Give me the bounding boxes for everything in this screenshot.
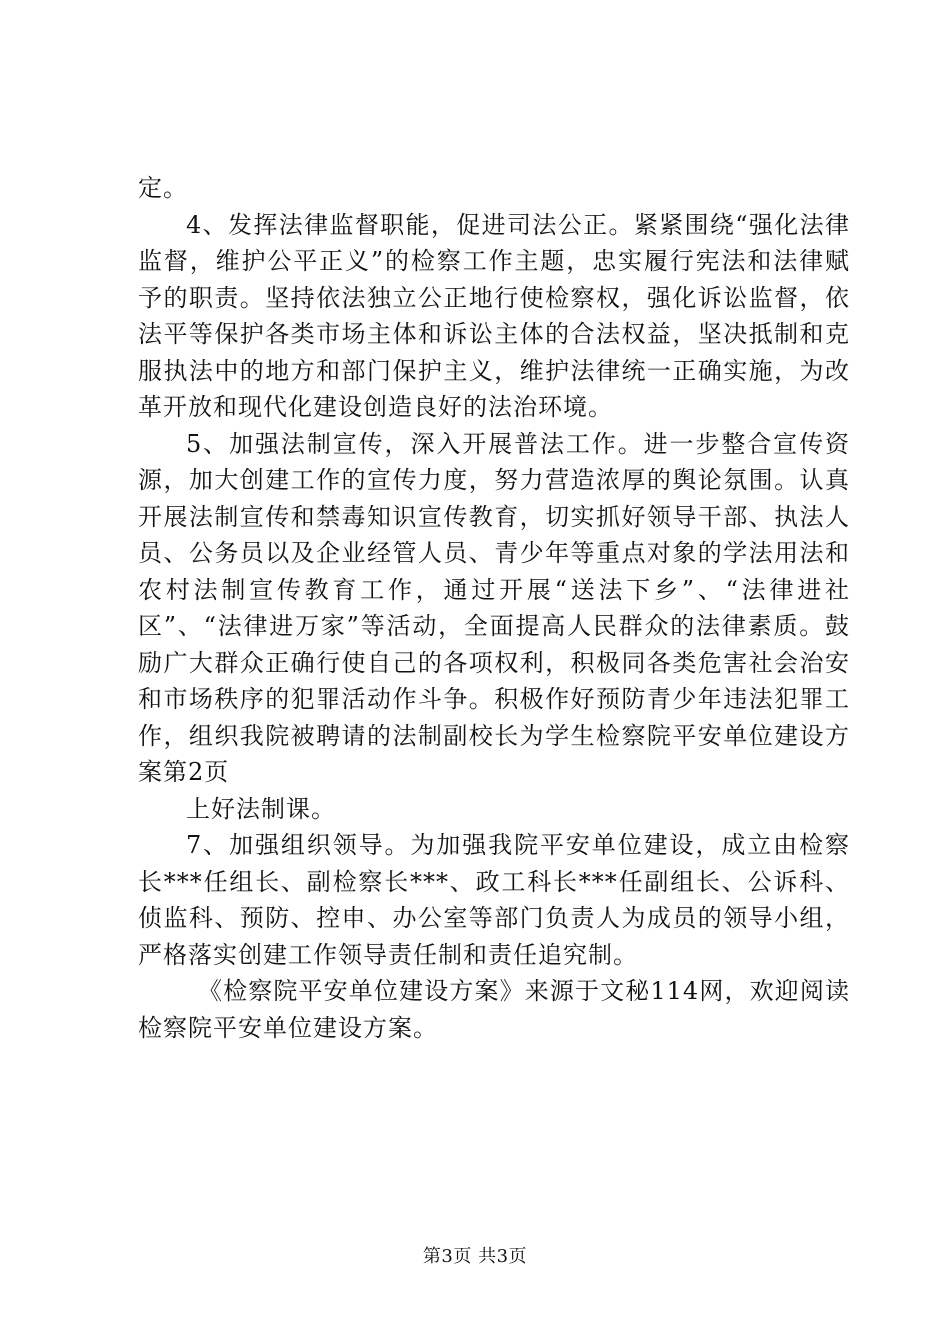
paragraph-item-5: 5、加强法制宣传，深入开展普法工作。进一步整合宣传资源，加大创建工作的宣传力度，努力营造浓厚的舆论氛围。认真开展法制宣传和禁毒知识宣传教育，切实抓好领导干部、执法人员、公务员以及企业经管人员、青少年等重点对象的学法用法和农村法制宣传教育工作，通过开展“送法下乡”、“法律进社区”、“法律进万家”等活动，全面提高人民群众的法律素质。鼓励广大群众正确行使自己的各项权利，积极同各类危害社会治安和市场秩序的犯罪活动作斗争。积极作好预防青少年违法犯罪工作，组织我院被聘请的法制副校长为学生检察院平安单位建设方案第2页 bbox=[138, 429, 850, 786]
document-body bbox=[138, 170, 850, 1046]
page-footer bbox=[0, 1242, 950, 1268]
paragraph-item-7: 7、加强组织领导。为加强我院平安单位建设，成立由检察长***任组长、副检察长***、政工科长***任副组长、公诉科、侦监科、预防、控申、办公室等部门负责人为成员的领导小组，严格落实创建工作领导责任制和责任追究制。 bbox=[138, 831, 850, 969]
page-number-label: 第3页 共3页 bbox=[422, 1246, 528, 1267]
paragraph-item-4: 4、发挥法律监督职能，促进司法公正。紧紧围绕“强化法律监督，维护公平正义”的检察工作主题，忠实履行宪法和法律赋予的职责。坚持依法独立公正地行使检察权，强化诉讼监督，依法平等保护各类市场主体和诉讼主体的合法权益，坚决抵制和克服执法中的地方和部门保护主义，维护法律统一正确实施，为改革开放和现代化建设创造良好的法治环境。 bbox=[138, 210, 850, 421]
paragraph-continued-ending: 定。 bbox=[138, 174, 188, 202]
paragraph-item-5-continued: 上好法制课。 bbox=[186, 794, 336, 823]
paragraph-source-note: 《检察院平安单位建设方案》来源于文秘114网，欢迎阅读检察院平安单位建设方案。 bbox=[138, 977, 850, 1042]
